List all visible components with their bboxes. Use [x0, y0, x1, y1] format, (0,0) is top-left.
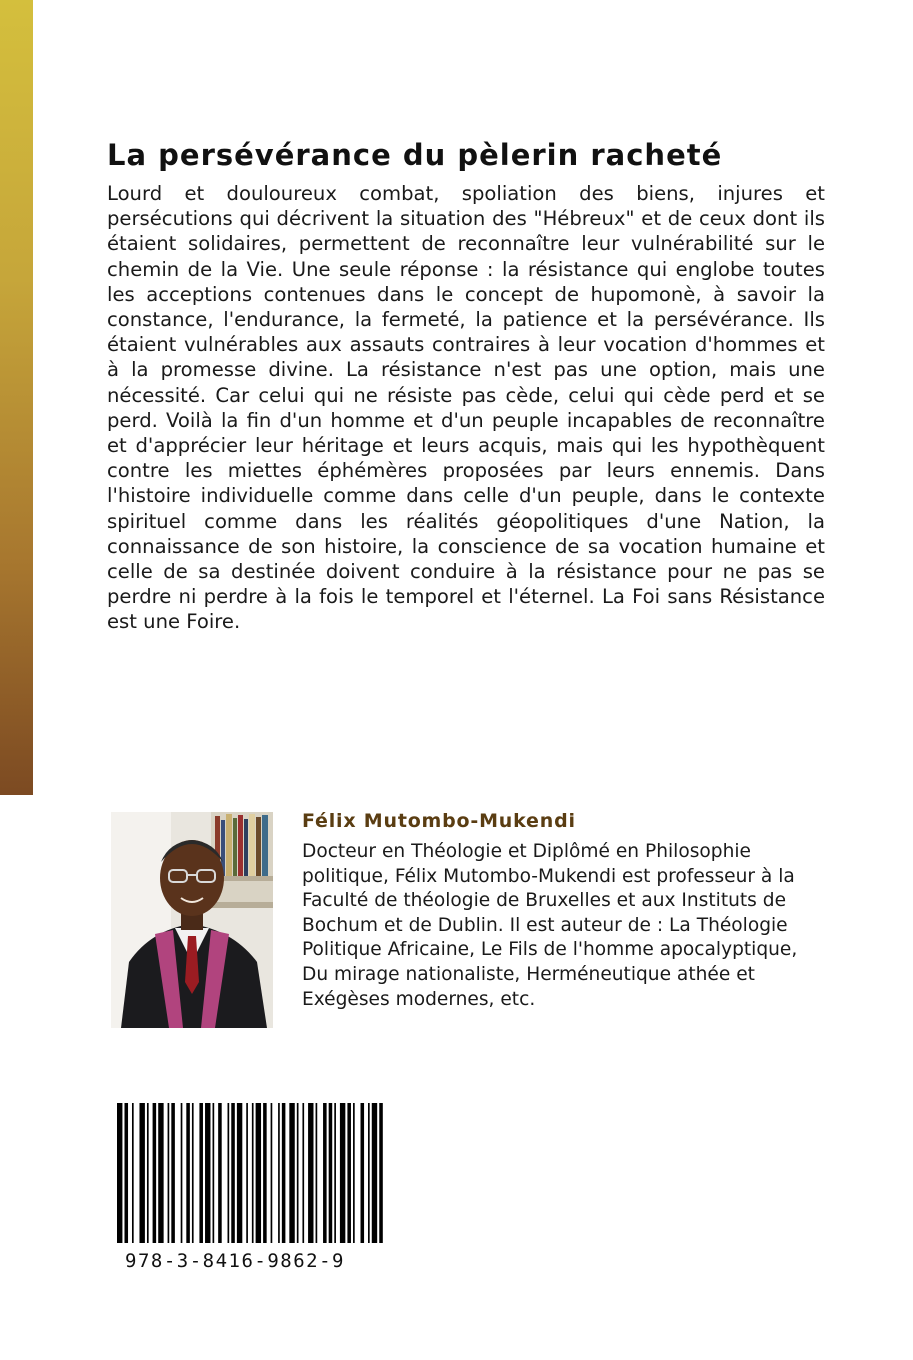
barcode-bar [132, 1103, 134, 1243]
isbn-number: 978-3-8416-9862-9 [125, 1250, 345, 1272]
barcode-bar [379, 1103, 383, 1243]
barcode-bar [228, 1103, 230, 1243]
book-blurb: Lourd et douloureux combat, spoliation des biens, injures et persécutions qui décrivent la situation des "Hébreux" et de ceux dont ils étaient solidaires, permettent de reconnaître leur vulnérabilité sur le chemin de la Vie. Une seule réponse : la résistance qui englobe toutes les acceptions contenues dans le concept de hupomonè, à savoir la constance, l'endurance, la fermeté, la patience et la persévérance. Ils étaient vulnérables aux assauts contraires à leur vocation d'hommes et à la promesse divine. La résistance n'est pas une option, mais une nécessité. Car celui qui ne résiste pas cède, celui qui cède perd et se perd. Voilà la fin d'un homme et d'un peuple incapables de reconnaître et d'apprécier leur héritage et leurs acquis, mais qui les hypothèquent contre les miettes éphémères proposées par leurs ennemis. Dans l'histoire individuelle comme dans celle d'un peuple, dans le contexte spirituel comme dans les réalités géopolitiques d'une Nation, la connaissance de son histoire, la conscience de sa vocation humaine et celle de sa destinée doivent conduire à la résistance pour ne pas se perdre ni perdre à la fois le temporel et l'éternel. La Foi sans Résistance est une Foire. [107, 182, 825, 634]
barcode-bar [323, 1103, 327, 1243]
barcode-bar [302, 1103, 304, 1243]
isbn-barcode [117, 1103, 383, 1243]
barcode-bar [316, 1103, 318, 1243]
barcode-bar [246, 1103, 248, 1243]
barcode-bar [340, 1103, 345, 1243]
barcode-bar [168, 1103, 170, 1243]
barcode-bar [147, 1103, 149, 1243]
cover-side-band [0, 0, 33, 795]
author-bio: Docteur en Théologie et Diplômé en Philosophie politique, Félix Mutombo-Mukendi est professeur à la Faculté de théologie de Bruxelles et aux Instituts de Bochum et de Dublin. Il est auteur de : La Théologie Politique Africaine, Le Fils de l'homme apocalyptique, Du mirage nationaliste, Herméneutique athée et Exégèses modernes, etc. [302, 841, 798, 1010]
barcode-bar [231, 1103, 235, 1243]
barcode-bar [199, 1103, 203, 1243]
barcode-bar [347, 1103, 351, 1243]
barcode-bar [361, 1103, 365, 1243]
barcode-bar [368, 1103, 370, 1243]
barcode-bar [271, 1103, 273, 1243]
book-title: La persévérance du pèlerin racheté [107, 138, 723, 172]
barcode-bar [171, 1103, 175, 1243]
barcode-bar [192, 1103, 194, 1243]
barcode-bar [282, 1103, 286, 1243]
barcode-bar [256, 1103, 261, 1243]
barcode-bar [213, 1103, 215, 1243]
barcode-bar [205, 1103, 210, 1243]
barcode-bar [252, 1103, 254, 1243]
barcode-bar [263, 1103, 267, 1243]
barcode-bar [117, 1103, 122, 1243]
barcode-bar [139, 1103, 144, 1243]
barcode-bar [308, 1103, 313, 1243]
barcode-bar [353, 1103, 355, 1243]
author-photo [111, 812, 273, 1028]
barcode-bar [237, 1103, 242, 1243]
barcode-bar [297, 1103, 299, 1243]
author-name: Félix Mutombo-Mukendi [302, 810, 576, 832]
barcode-bar [153, 1103, 157, 1243]
barcode-bar [334, 1103, 336, 1243]
barcode-bar [329, 1103, 333, 1243]
barcode-bar [372, 1103, 377, 1243]
barcode-bar [289, 1103, 294, 1243]
barcode-bar [278, 1103, 280, 1243]
barcode-bar [124, 1103, 128, 1243]
barcode-bar [181, 1103, 183, 1243]
barcode-bar [158, 1103, 163, 1243]
barcode-bar [186, 1103, 190, 1243]
barcode-bar [218, 1103, 222, 1243]
